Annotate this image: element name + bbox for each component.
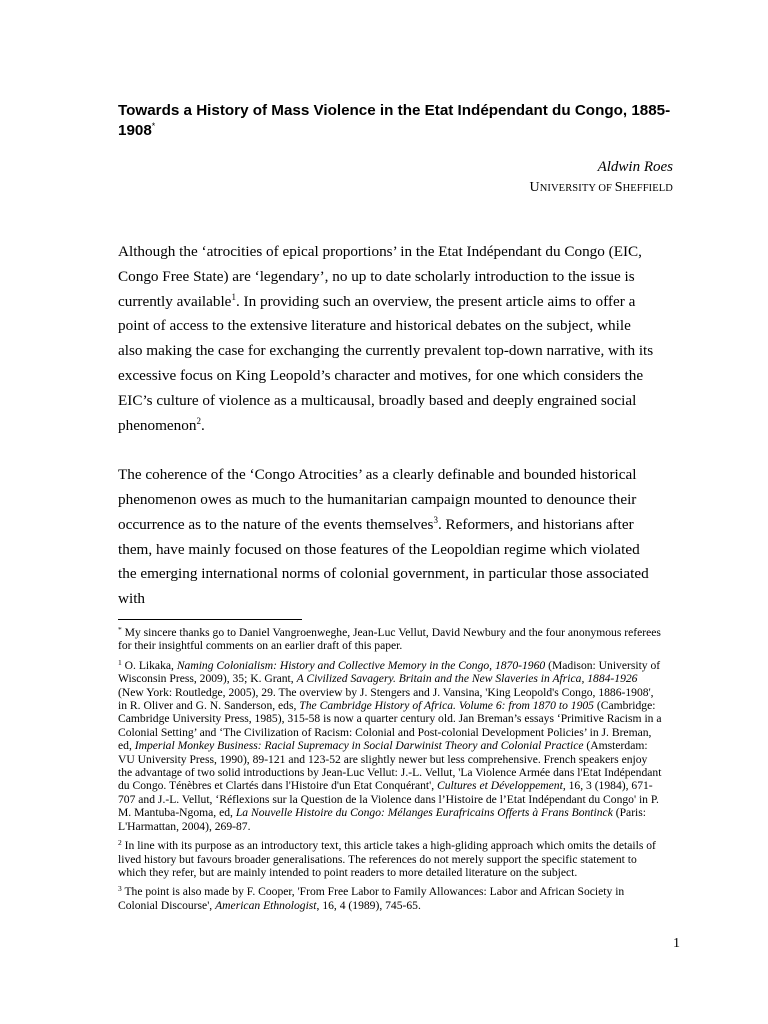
body-paragraph-2	[118, 463, 658, 612]
footnote-3-italic-1: American Ethnologist	[215, 898, 317, 912]
footnote-3-text-2: , 16, 4 (1989), 745-65.	[316, 898, 421, 912]
footnote-3-marker: 3	[118, 884, 122, 894]
footnote-star-text: My sincere thanks go to Daniel Vangroenweghe, Jean-Luc Vellut, David Newbury and the four anonymous referees for their insightful comments on an earlier draft of this paper.	[118, 626, 661, 653]
footnote-1-italic-1: Naming Colonialism: History and Collective Memory in the Congo, 1870-1960	[176, 658, 546, 672]
body-text	[118, 240, 658, 612]
footnote-star	[118, 626, 664, 653]
p2-text-b: . Reformers, and historians after them, have mainly focused on those features of the Leopoldian regime which violated the emerging international norms of colonial government, in particular those associated with	[118, 515, 649, 608]
footnote-2	[118, 839, 664, 879]
footnote-2-marker: 2	[118, 838, 122, 848]
affiliation-cap-u: U	[529, 180, 540, 195]
footnote-1-text-6: , 16, 3 (1984), 671-707 and J.-L. Vellut, ‘Réflexions sur la Question de la Violence dans l’Histoire de l’Etat Indépendant du Congo' in P. M. Mantuba-Ngoma, ed,	[118, 779, 659, 820]
footnote-1-text-5: (Amsterdam: VU University Press, 1990), 89-121 and 123-52 are slightly newer but less comprehensive. French speakers enjoy the advantage of two solid introductions by Jean-Luc Vellut: J.-L. Vellut, 'La Violence Armée dans l'Etat Indépendant du Congo. Ténèbres et Clartés dans l'Histoire d'un Etat Conquérant',	[118, 739, 662, 793]
body-paragraph-1	[118, 240, 658, 438]
p1-text-a: Although the ‘atrocities of epical proportions’ in the Etat Indépendant du Congo (EIC, Congo Free State) are ‘legendary’, no up to date scholarly introduction to the issue is currently available	[118, 243, 642, 310]
footnote-1-italic-3: The Cambridge History of Africa. Volume 6: from 1870 to 1905	[299, 699, 594, 713]
footnote-3-text-1: The point is also made by F. Cooper, 'From Free Labor to Family Allowances: Labor and African Society in Colonial Discourse',	[118, 885, 625, 912]
title-footnote-marker[interactable]: *	[151, 121, 156, 131]
affiliation-cap-s: S	[614, 180, 623, 195]
footnote-star-marker: *	[118, 625, 122, 634]
footnote-1-italic-2: A Civilized Savagery. Britain and the New Slaveries in Africa, 1884-1926	[296, 672, 638, 686]
footnote-1-text-7: (Paris: L'Harmattan, 2004), 269-87.	[118, 806, 647, 833]
footnote-1-marker: 1	[118, 657, 122, 667]
footnotes	[118, 626, 664, 918]
paper-title-text: Towards a History of Mass Violence in the Etat Indépendant du Congo, 1885-1908	[118, 102, 671, 139]
affiliation-smallcaps-2: HEFFIELD	[622, 183, 673, 194]
footnote-1-italic-6: La Nouvelle Histoire du Congo: Mélanges Eurafricains Offerts à Frans Bontinck	[235, 806, 613, 820]
p1-text-c: .	[200, 416, 205, 434]
paper-title	[118, 101, 678, 141]
footnote-1-text-4: (Cambridge: Cambridge University Press, 1985), 315-58 is now a quarter century old. Jan Breman’s essays ‘Primitive Racism in a Colonial Setting’ and ‘The Civilization of Racism: Colonial and Post-colonial Development Policies’ in J. Breman, ed,	[118, 699, 662, 753]
footnote-1	[118, 659, 664, 833]
footnote-1-text-1: O. Likaka,	[121, 658, 177, 672]
footnote-separator	[118, 619, 302, 620]
page-number: 1	[673, 936, 680, 951]
footnote-ref-1[interactable]: 1	[231, 291, 236, 302]
affiliation-smallcaps-1: NIVERSITY OF	[539, 183, 615, 194]
footnote-ref-3[interactable]: 3	[433, 514, 438, 525]
footnote-1-text-3: (New York: Routledge, 2005), 29. The overview by J. Stengers and J. Vansina, 'King Leopold's Congo, 1886-1908', in R. Oliver and G. N. Sanderson, eds,	[118, 685, 654, 713]
footnote-1-text-2: (Madison: University of Wisconsin Press, 2009), 35; K. Grant,	[118, 658, 661, 686]
footnote-3	[118, 885, 664, 912]
footnote-1-italic-4: Imperial Monkey Business: Racial Supremacy in Social Darwinist Theory and Colonial Practice	[134, 739, 584, 753]
footnote-1-italic-5: Cultures et Développement	[437, 779, 563, 793]
footnote-2-text: In line with its purpose as an introductory text, this article takes a high-gliding approach which omits the details of lived history but favours broader generalisations. The references do not merely support the specific statement to which they refer, but are mainly intended to point readers to more detailed literature on the subject.	[118, 839, 656, 879]
author-affiliation	[530, 178, 674, 199]
author-name: Aldwin Roes	[597, 159, 673, 175]
p2-text-a: The coherence of the ‘Congo Atrocities’ as a clearly definable and bounded historical phenomenon owes as much to the humanitarian campaign mounted to denounce their occurrence as to the nature of the events themselves	[118, 466, 637, 533]
p1-text-b: . In providing such an overview, the present article aims to offer a point of access to the extensive literature and historical debates on the subject, while also making the case for exchanging the currently prevalent top-down narrative, with its excessive focus on King Leopold’s character and motives, for one which considers the EIC’s culture of violence as a multicausal, broadly based and deeply engrained social phenomenon	[118, 292, 654, 434]
author-block	[530, 157, 674, 199]
footnote-ref-2[interactable]: 2	[196, 415, 201, 426]
